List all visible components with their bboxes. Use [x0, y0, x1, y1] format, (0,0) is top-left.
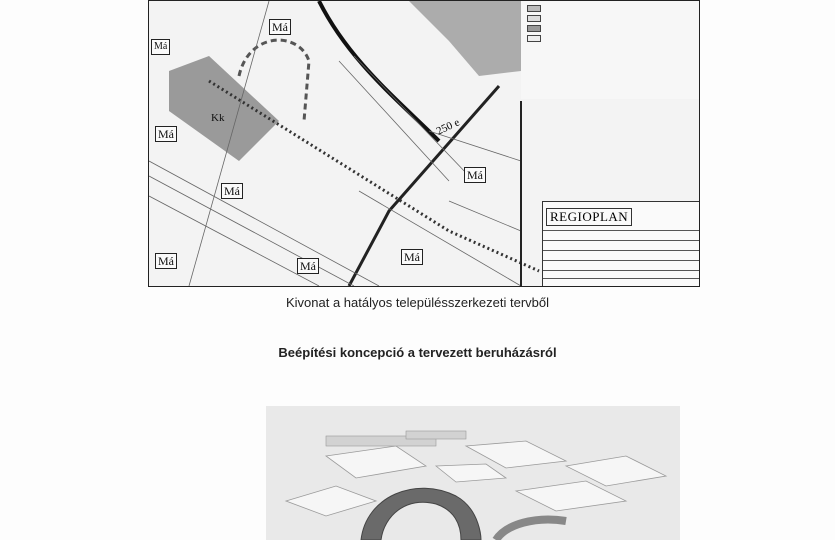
zone-label: Kk	[211, 112, 225, 124]
title-block-rule	[543, 240, 700, 241]
legend-swatch	[527, 15, 541, 22]
regioplan-logo: REGIOPLAN	[546, 208, 632, 226]
concept-heading: Beépítési koncepció a tervezett beruházásról	[278, 345, 557, 360]
title-block-rule	[543, 230, 700, 231]
zone-label: Má	[464, 167, 486, 183]
title-block-rule	[543, 260, 700, 261]
dimension-label: 250 e	[434, 116, 462, 138]
zone-label: Má	[155, 126, 177, 142]
title-block	[542, 201, 700, 287]
map-legend	[521, 1, 699, 99]
map-caption: Kivonat a hatályos településszerkezeti tervből	[285, 295, 550, 310]
zone-label: Má	[151, 39, 170, 55]
zone-label: Má	[155, 253, 177, 269]
legend-swatch	[527, 5, 541, 12]
title-block-rule	[543, 250, 700, 251]
zone-label: Má	[269, 19, 291, 35]
zoning-map	[148, 0, 700, 287]
concept-rendering-image	[266, 406, 680, 540]
title-block-rule	[543, 270, 700, 271]
zone-label: Má	[401, 249, 423, 265]
zone-label: Má	[221, 183, 243, 199]
title-block-rule	[543, 278, 700, 279]
zone-label: Má	[297, 258, 319, 274]
legend-swatch	[527, 25, 541, 32]
legend-swatch	[527, 35, 541, 42]
rendering-drawing	[266, 406, 680, 540]
